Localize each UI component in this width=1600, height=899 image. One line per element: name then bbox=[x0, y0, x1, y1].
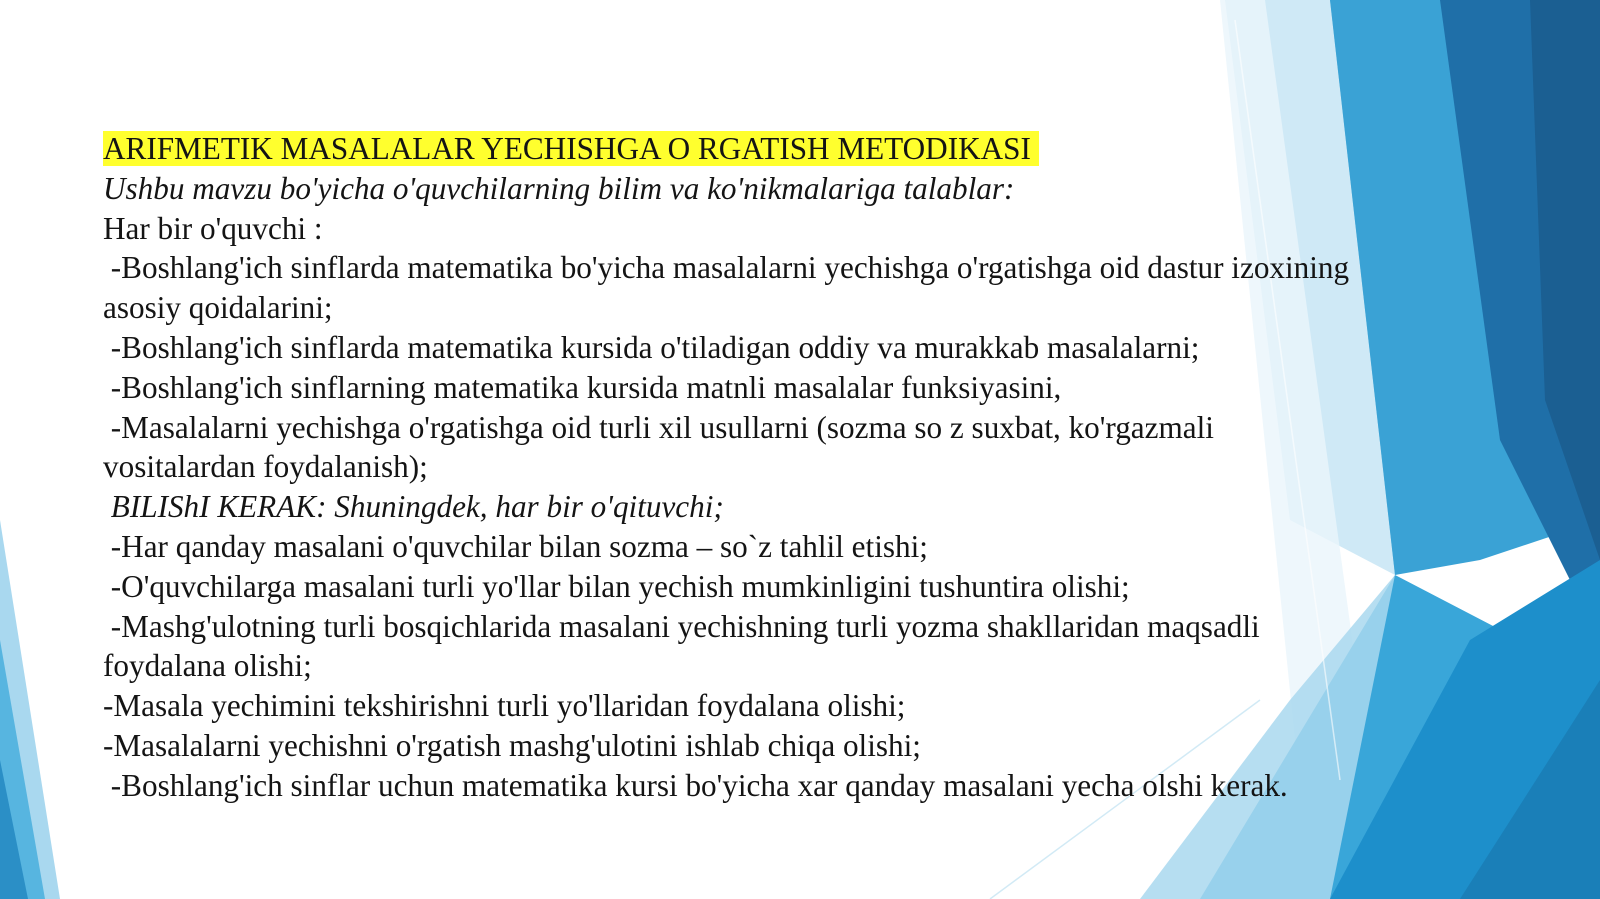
slide-subtitle: Ushbu mavzu bo'yicha o'quvchilarning bilim va ko'nikmalariga talablar: bbox=[103, 170, 1015, 206]
slide-body bbox=[103, 129, 1363, 806]
skill-item: -Masala yechimini tekshirishni turli yo'llaridan foydalana olishi; bbox=[103, 688, 906, 724]
skill-item: -Mashg'ulotning turli bosqichlarida masalani yechishning turli yozma shakllaridan maqsadli foydalana olishi; bbox=[103, 608, 1268, 684]
section-heading: BILIShI KERAK: Shuningdek, har bir o'qituvchi; bbox=[103, 489, 724, 525]
skill-item: -Masalalarni yechishni o'rgatish mashg'ulotini ishlab chiqa olishi; bbox=[103, 727, 921, 763]
skill-item: -Boshlang'ich sinflar uchun matematika kursi bo'yicha xar qanday masalani yecha olshi kerak. bbox=[103, 767, 1288, 803]
intro-text: Har bir o'quvchi : bbox=[103, 210, 323, 246]
skill-item: -O'quvchilarga masalani turli yo'llar bilan yechish mumkinligini tushuntira olishi; bbox=[103, 568, 1130, 604]
know-item: -Boshlang'ich sinflarning matematika kursida matnli masalalar funksiyasini, bbox=[103, 369, 1062, 405]
slide-title: ARIFMETIK MASALALAR YECHISHGA O RGATISH METODIKASI bbox=[103, 129, 1363, 169]
know-item: -Boshlang'ich sinflarda matematika kursida o'tiladigan oddiy va murakkab masalalarni; bbox=[103, 329, 1200, 365]
know-item: -Boshlang'ich sinflarda matematika bo'yicha masalalarni yechishga o'rgatishga oid dastur izoxining asosiy qoidalarini; bbox=[103, 250, 1357, 326]
skill-item: -Har qanday masalani o'quvchilar bilan sozma – so`z tahlil etishi; bbox=[103, 528, 928, 564]
know-item: -Masalalarni yechishga o'rgatishga oid turli xil usullarni (sozma so z suxbat, ko'rgazmali vositalardan foydalanish); bbox=[103, 409, 1222, 485]
